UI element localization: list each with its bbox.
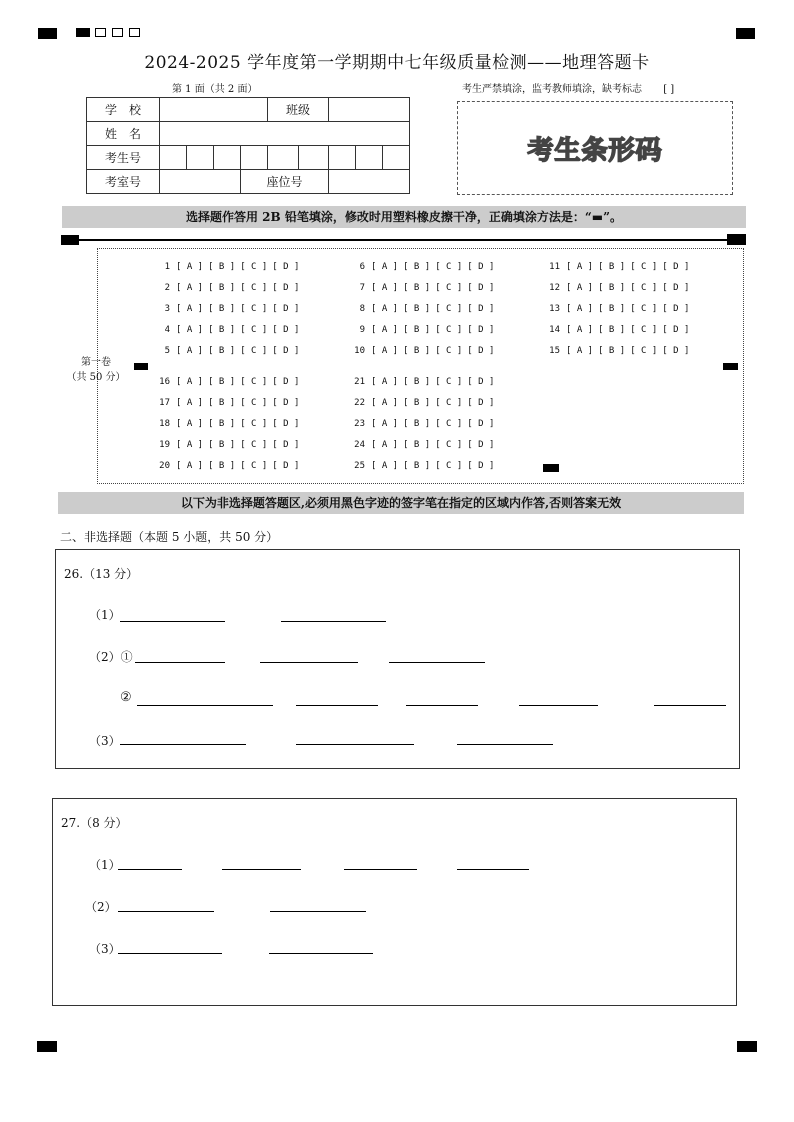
- mc-question-row: [343, 440, 499, 450]
- q27-answer-box: [52, 798, 737, 1006]
- mc-question-row: [148, 461, 304, 471]
- section-title: 二、非选择题（本题 5 小题，共 50 分）: [60, 530, 279, 544]
- mc-option-bubble[interactable]: [ A ]: [176, 440, 204, 450]
- mc-question-number: 4: [164, 325, 170, 335]
- mc-question-number: 15: [549, 346, 560, 356]
- mc-option-bubble[interactable]: [ C ]: [240, 346, 268, 356]
- mc-option-bubble[interactable]: [ C ]: [630, 262, 658, 272]
- mc-option-bubble[interactable]: [ C ]: [630, 283, 658, 293]
- mc-option-bubble[interactable]: [ B ]: [403, 283, 431, 293]
- mc-option-bubble[interactable]: [ C ]: [240, 262, 268, 272]
- mc-option-bubble[interactable]: [ A ]: [176, 419, 204, 429]
- q27-part1-blank[interactable]: [118, 869, 182, 870]
- absent-notice: [462, 80, 674, 95]
- mc-option-bubble[interactable]: [ A ]: [176, 325, 204, 335]
- mc-question-number: 14: [549, 325, 560, 335]
- mc-option-bubble[interactable]: [ D ]: [272, 262, 300, 272]
- q26-heading: 26.（13 分）: [64, 567, 139, 581]
- mc-option-bubble[interactable]: [ B ]: [598, 304, 626, 314]
- q26-part2-blank[interactable]: [135, 662, 225, 663]
- mc-option-bubble[interactable]: [ C ]: [435, 283, 463, 293]
- timing-mark-mc-left: [134, 363, 148, 370]
- q26-part1-label: （1）: [89, 608, 121, 622]
- mc-question-row: [343, 419, 499, 429]
- mc-option-bubble[interactable]: [ A ]: [371, 440, 399, 450]
- mc-option-bubble[interactable]: [ B ]: [403, 398, 431, 408]
- mc-option-bubble[interactable]: [ B ]: [403, 325, 431, 335]
- timing-mark-mc-bottom: [543, 464, 559, 472]
- mc-option-bubble[interactable]: [ B ]: [403, 304, 431, 314]
- q26-part2b-label: ②: [120, 690, 132, 705]
- mc-option-bubble[interactable]: [ D ]: [272, 377, 300, 387]
- mc-question-row: [148, 346, 304, 356]
- exam-number-digit[interactable]: [383, 146, 410, 170]
- mc-question-row: [148, 419, 304, 429]
- q26-part2-blank[interactable]: [260, 662, 358, 663]
- header-empty-square-3: [129, 28, 140, 37]
- mc-question-number: 25: [354, 461, 365, 471]
- mc-option-bubble[interactable]: [ D ]: [467, 304, 495, 314]
- volume-label: [66, 355, 126, 385]
- q26-part2b-blank[interactable]: [519, 705, 598, 706]
- mc-option-bubble[interactable]: [ A ]: [371, 377, 399, 387]
- mc-question-number: 1: [164, 262, 170, 272]
- mc-option-bubble[interactable]: [ B ]: [208, 262, 236, 272]
- mc-option-bubble[interactable]: [ C ]: [435, 440, 463, 450]
- mc-question-number: 8: [359, 304, 365, 314]
- exam-number-digit[interactable]: [160, 146, 187, 170]
- mc-question-row: [343, 304, 499, 314]
- mc-question-row: [538, 262, 694, 272]
- mc-question-number: 2: [164, 283, 170, 293]
- mc-question-number: 18: [159, 419, 170, 429]
- mc-question-number: 10: [354, 346, 365, 356]
- q27-heading: 27.（8 分）: [61, 816, 128, 830]
- mc-instruction-banner: 选择题作答用 2B 铅笔填涂，修改时用塑料橡皮擦干净，正确填涂方法是：“▬”。: [62, 206, 746, 228]
- mc-option-bubble[interactable]: [ C ]: [435, 325, 463, 335]
- q27-part3-label: （3）: [89, 942, 121, 956]
- mc-question-row: [343, 398, 499, 408]
- mc-question-number: 16: [159, 377, 170, 387]
- mc-question-row: [538, 304, 694, 314]
- mc-question-number: 9: [359, 325, 365, 335]
- mc-option-bubble[interactable]: [ D ]: [662, 304, 690, 314]
- mc-question-row: [343, 461, 499, 471]
- mc-question-number: 21: [354, 377, 365, 387]
- mc-question-number: 11: [549, 262, 560, 272]
- mc-option-bubble[interactable]: [ B ]: [403, 461, 431, 471]
- mc-question-row: [538, 346, 694, 356]
- mc-option-bubble[interactable]: [ D ]: [272, 398, 300, 408]
- mc-question-row: [148, 377, 304, 387]
- q27-part3-blank[interactable]: [118, 953, 222, 954]
- mc-option-bubble[interactable]: [ C ]: [240, 283, 268, 293]
- timing-mark-left: [61, 235, 79, 245]
- mc-option-bubble[interactable]: [ D ]: [272, 440, 300, 450]
- q26-answer-box: [55, 549, 740, 769]
- mc-question-row: [148, 262, 304, 272]
- mc-question-number: 23: [354, 419, 365, 429]
- volume-label-line1: 第一卷: [81, 357, 111, 368]
- mc-option-bubble[interactable]: [ D ]: [467, 262, 495, 272]
- mc-option-bubble[interactable]: [ B ]: [208, 419, 236, 429]
- q26-part3-blank[interactable]: [120, 744, 246, 745]
- class-field[interactable]: [329, 98, 410, 122]
- mc-option-bubble[interactable]: [ C ]: [435, 461, 463, 471]
- seat-field[interactable]: [329, 170, 410, 194]
- mc-question-row: [343, 377, 499, 387]
- mc-option-bubble[interactable]: [ C ]: [630, 346, 658, 356]
- mc-option-bubble[interactable]: [ A ]: [176, 283, 204, 293]
- mc-question-row: [148, 440, 304, 450]
- mc-option-bubble[interactable]: [ C ]: [435, 419, 463, 429]
- mc-option-bubble[interactable]: [ D ]: [662, 283, 690, 293]
- mc-option-bubble[interactable]: [ D ]: [467, 440, 495, 450]
- mc-option-bubble[interactable]: [ A ]: [176, 304, 204, 314]
- mc-option-bubble[interactable]: [ A ]: [371, 283, 399, 293]
- mc-option-bubble[interactable]: [ B ]: [208, 283, 236, 293]
- mc-option-bubble[interactable]: [ C ]: [435, 398, 463, 408]
- seat-label: 座位号: [241, 170, 329, 194]
- q27-part1-label: （1）: [89, 858, 121, 872]
- divider-line: [79, 239, 727, 241]
- mc-option-bubble[interactable]: [ D ]: [467, 419, 495, 429]
- mc-option-bubble[interactable]: [ D ]: [662, 325, 690, 335]
- mc-question-row: [343, 325, 499, 335]
- mc-option-bubble[interactable]: [ D ]: [467, 398, 495, 408]
- exam-number-digit[interactable]: [356, 146, 383, 170]
- mc-option-bubble[interactable]: [ C ]: [435, 262, 463, 272]
- mc-option-bubble[interactable]: [ A ]: [371, 398, 399, 408]
- mc-option-bubble[interactable]: [ C ]: [240, 377, 268, 387]
- mc-option-bubble[interactable]: [ D ]: [467, 346, 495, 356]
- non-mc-instruction-banner: 以下为非选择题答题区,必须用黑色字迹的签字笔在指定的区域内作答,否则答案无效: [58, 492, 744, 514]
- mc-option-bubble[interactable]: [ D ]: [272, 325, 300, 335]
- mc-option-bubble[interactable]: [ D ]: [272, 346, 300, 356]
- mc-option-bubble[interactable]: [ B ]: [208, 325, 236, 335]
- mc-question-row: [538, 283, 694, 293]
- room-field[interactable]: [160, 170, 241, 194]
- mc-option-bubble[interactable]: [ D ]: [467, 283, 495, 293]
- mc-option-bubble[interactable]: [ C ]: [240, 398, 268, 408]
- mc-question-row: [343, 283, 499, 293]
- q26-part2-label: （2）①: [89, 650, 133, 664]
- q27-part1-blank[interactable]: [457, 869, 529, 870]
- absent-checkbox[interactable]: [ ]: [663, 84, 675, 95]
- mc-question-row: [343, 262, 499, 272]
- candidate-info-table: [86, 97, 410, 194]
- mc-question-row: [148, 398, 304, 408]
- mc-option-bubble[interactable]: [ C ]: [240, 304, 268, 314]
- q26-part1-blank[interactable]: [281, 621, 386, 622]
- q27-part2-blank[interactable]: [270, 911, 366, 912]
- school-label: 学 校: [87, 98, 160, 122]
- name-field[interactable]: [160, 122, 410, 146]
- mc-option-bubble[interactable]: [ A ]: [566, 325, 594, 335]
- timing-mark-mc-right: [723, 363, 738, 370]
- mc-option-bubble[interactable]: [ D ]: [272, 304, 300, 314]
- mc-question-row: [343, 346, 499, 356]
- mc-option-bubble[interactable]: [ A ]: [176, 398, 204, 408]
- mc-option-bubble[interactable]: [ D ]: [662, 346, 690, 356]
- mc-question-row: [538, 325, 694, 335]
- timing-mark-top-right: [736, 28, 755, 39]
- mc-option-bubble[interactable]: [ A ]: [176, 377, 204, 387]
- q27-part1-blank[interactable]: [344, 869, 417, 870]
- mc-question-number: 12: [549, 283, 560, 293]
- absent-notice-text: 考生严禁填涂，监考教师填涂，缺考标志: [462, 84, 642, 95]
- timing-mark-right: [727, 234, 746, 245]
- q26-part2b-blank[interactable]: [296, 705, 378, 706]
- mc-option-bubble[interactable]: [ B ]: [208, 398, 236, 408]
- mc-option-bubble[interactable]: [ B ]: [403, 262, 431, 272]
- mc-option-bubble[interactable]: [ A ]: [566, 346, 594, 356]
- mc-option-bubble[interactable]: [ A ]: [566, 304, 594, 314]
- mc-option-bubble[interactable]: [ A ]: [176, 461, 204, 471]
- mc-question-row: [148, 304, 304, 314]
- room-label: 考室号: [87, 170, 160, 194]
- mc-option-bubble[interactable]: [ C ]: [240, 440, 268, 450]
- mc-option-bubble[interactable]: [ C ]: [240, 461, 268, 471]
- q26-part2-blank[interactable]: [389, 662, 485, 663]
- class-label: 班级: [268, 98, 329, 122]
- q27-part2-blank[interactable]: [118, 911, 214, 912]
- q26-part2b-blank[interactable]: [137, 705, 273, 706]
- mc-option-bubble[interactable]: [ B ]: [403, 419, 431, 429]
- page-title: 2024-2025 学年度第一学期期中七年级质量检测——地理答题卡: [144, 53, 650, 73]
- mc-option-bubble[interactable]: [ A ]: [371, 325, 399, 335]
- mc-option-bubble[interactable]: [ B ]: [598, 283, 626, 293]
- q26-part2b-blank[interactable]: [654, 705, 726, 706]
- mc-option-bubble[interactable]: [ B ]: [208, 461, 236, 471]
- q26-part2b-blank[interactable]: [406, 705, 478, 706]
- mc-option-bubble[interactable]: [ A ]: [371, 262, 399, 272]
- q27-part3-blank[interactable]: [269, 953, 373, 954]
- mc-question-number: 20: [159, 461, 170, 471]
- mc-option-bubble[interactable]: [ C ]: [630, 304, 658, 314]
- mc-option-bubble[interactable]: [ D ]: [467, 325, 495, 335]
- volume-label-line2: （共 50 分）: [66, 372, 126, 383]
- mc-option-bubble[interactable]: [ B ]: [403, 440, 431, 450]
- mc-option-bubble[interactable]: [ B ]: [208, 377, 236, 387]
- mc-question-number: 3: [164, 304, 170, 314]
- header-empty-square-2: [112, 28, 123, 37]
- mc-option-bubble[interactable]: [ D ]: [662, 262, 690, 272]
- school-field[interactable]: [160, 98, 268, 122]
- mc-question-row: [148, 283, 304, 293]
- mc-option-bubble[interactable]: [ A ]: [371, 419, 399, 429]
- mc-option-bubble[interactable]: [ A ]: [566, 283, 594, 293]
- exam-number-digit[interactable]: [241, 146, 268, 170]
- mc-question-number: 7: [359, 283, 365, 293]
- exam-number-digit[interactable]: [298, 146, 329, 170]
- exam-number-digit[interactable]: [329, 146, 356, 170]
- mc-option-bubble[interactable]: [ A ]: [176, 346, 204, 356]
- mc-option-bubble[interactable]: [ D ]: [272, 283, 300, 293]
- mc-question-number: 13: [549, 304, 560, 314]
- q27-part1-blank[interactable]: [222, 869, 301, 870]
- mc-option-bubble[interactable]: [ C ]: [435, 304, 463, 314]
- mc-option-bubble[interactable]: [ C ]: [630, 325, 658, 335]
- mc-option-bubble[interactable]: [ B ]: [598, 325, 626, 335]
- exam-number-digit[interactable]: [214, 146, 241, 170]
- mc-question-number: 19: [159, 440, 170, 450]
- mc-option-bubble[interactable]: [ B ]: [208, 304, 236, 314]
- timing-mark-bottom-right: [737, 1041, 757, 1052]
- mc-option-bubble[interactable]: [ B ]: [598, 262, 626, 272]
- mc-option-bubble[interactable]: [ C ]: [240, 419, 268, 429]
- mc-question-number: 6: [359, 262, 365, 272]
- mc-option-bubble[interactable]: [ D ]: [467, 461, 495, 471]
- q27-part2-label: （2）: [85, 900, 117, 914]
- mc-option-bubble[interactable]: [ A ]: [371, 304, 399, 314]
- q26-part3-blank[interactable]: [457, 744, 553, 745]
- mc-option-bubble[interactable]: [ C ]: [240, 325, 268, 335]
- mc-option-bubble[interactable]: [ A ]: [371, 346, 399, 356]
- mc-question-number: 24: [354, 440, 365, 450]
- mc-option-bubble[interactable]: [ D ]: [467, 377, 495, 387]
- name-label: 姓 名: [87, 122, 160, 146]
- mc-option-bubble[interactable]: [ D ]: [272, 419, 300, 429]
- mc-option-bubble[interactable]: [ C ]: [435, 377, 463, 387]
- q26-part3-label: （3）: [89, 734, 121, 748]
- timing-mark-top-left: [38, 28, 57, 39]
- page-info: 第 1 面（共 2 面）: [172, 84, 258, 95]
- mc-option-bubble[interactable]: [ A ]: [371, 461, 399, 471]
- exam-number-digit[interactable]: [268, 146, 299, 170]
- mc-option-bubble[interactable]: [ B ]: [208, 440, 236, 450]
- timing-mark-bottom-left: [37, 1041, 57, 1052]
- mc-question-row: [148, 325, 304, 335]
- barcode-area: [457, 101, 733, 195]
- q26-part1-blank[interactable]: [120, 621, 225, 622]
- exam-number-label: 考生号: [87, 146, 160, 170]
- mc-option-bubble[interactable]: [ B ]: [208, 346, 236, 356]
- mc-option-bubble[interactable]: [ D ]: [272, 461, 300, 471]
- header-filled-square: [76, 28, 90, 37]
- mc-question-number: 22: [354, 398, 365, 408]
- mc-option-bubble[interactable]: [ A ]: [176, 262, 204, 272]
- mc-option-bubble[interactable]: [ A ]: [566, 262, 594, 272]
- mc-option-bubble[interactable]: [ B ]: [403, 346, 431, 356]
- mc-option-bubble[interactable]: [ B ]: [403, 377, 431, 387]
- exam-number-digit[interactable]: [187, 146, 214, 170]
- header-empty-square-1: [95, 28, 106, 37]
- q26-part3-blank[interactable]: [296, 744, 414, 745]
- mc-question-number: 5: [164, 346, 170, 356]
- mc-option-bubble[interactable]: [ B ]: [598, 346, 626, 356]
- mc-question-number: 17: [159, 398, 170, 408]
- mc-option-bubble[interactable]: [ C ]: [435, 346, 463, 356]
- barcode-label: 考生条形码: [527, 136, 663, 166]
